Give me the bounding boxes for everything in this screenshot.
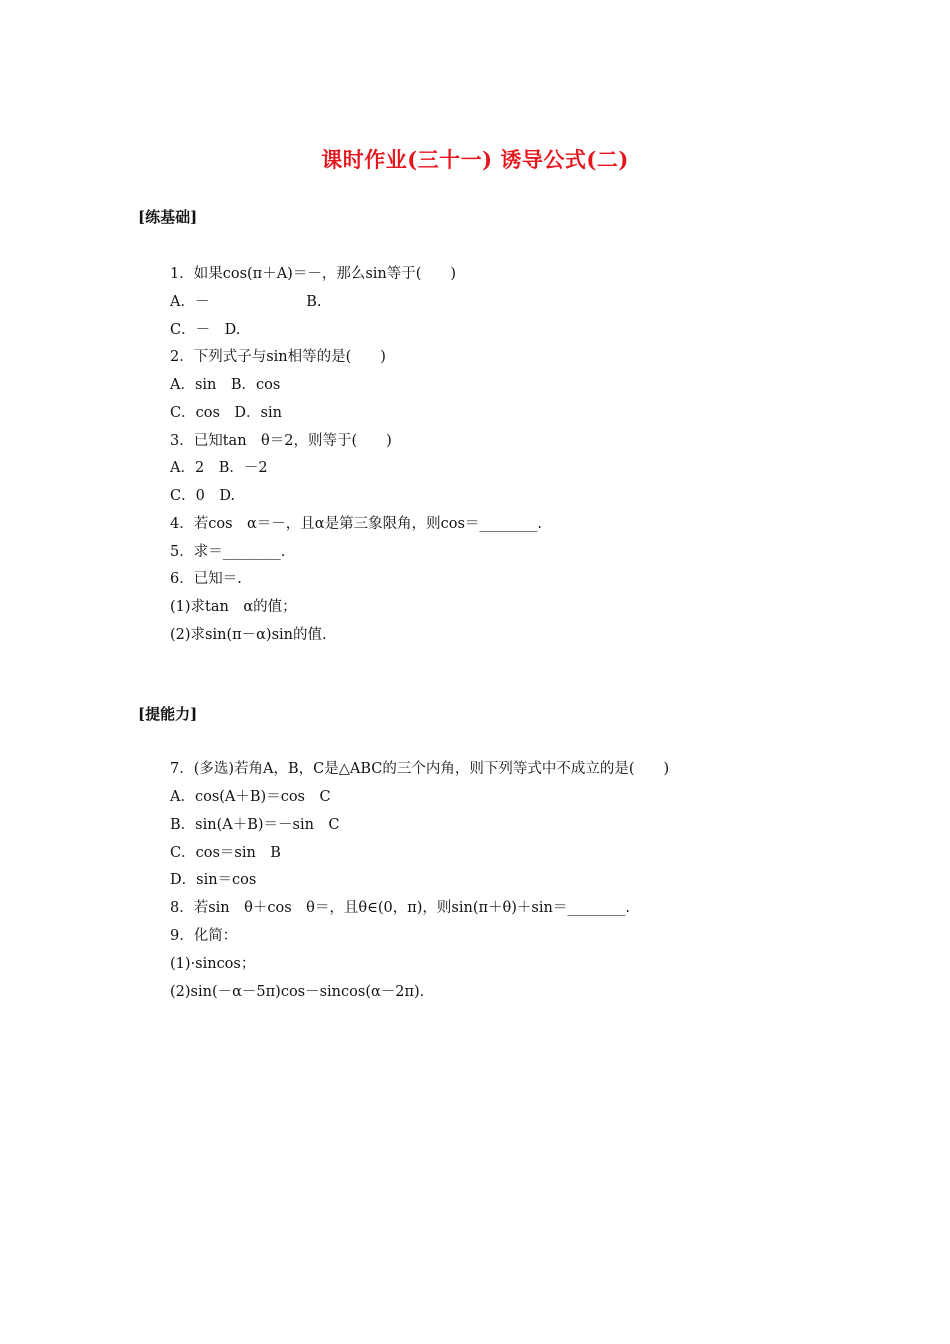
question-3: 3．已知tan θ＝2，则等于( ) [170, 433, 392, 449]
question-2: 2．下列式子与sin相等的是( ) [170, 349, 386, 365]
question-9-part-2: (2)sin(－α－5π)cos－sincos(α－2π). [170, 984, 425, 1000]
question-7-option-a: A．cos(A＋B)＝cos C [170, 789, 331, 805]
section-heading-ability: [提能力] [138, 705, 198, 723]
question-7-option-b: B．sin(A＋B)＝－sin C [170, 817, 340, 833]
question-3-options-cd: C．0 D. [170, 488, 236, 504]
question-1-options-ab: A．－ B. [170, 294, 322, 310]
question-6-part-1: (1)求tan α的值； [170, 599, 297, 615]
question-7: 7．(多选)若角A，B，C是△ABC的三个内角，则下列等式中不成立的是( ) [170, 761, 670, 777]
question-3-options-ab: A．2 B．－2 [170, 460, 268, 476]
question-6: 6．已知＝. [170, 571, 242, 587]
section-heading-basics: [练基础] [138, 208, 198, 226]
question-2-options-cd: C．cos D．sin [170, 405, 282, 421]
question-9-part-1: (1)·sincos； [170, 956, 256, 972]
question-1: 1．如果cos(π＋A)＝－，那么sin等于( ) [170, 266, 457, 282]
question-7-option-c: C．cos＝sin B [170, 845, 281, 861]
question-6-part-2: (2)求sin(π－α)sin的值. [170, 627, 327, 643]
question-7-option-d: D．sin＝cos [170, 872, 257, 888]
question-2-options-ab: A．sin B．cos [170, 377, 281, 393]
question-8: 8．若sin θ＋cos θ＝，且θ∈(0，π)，则sin(π＋θ)＋sin＝________. [170, 900, 630, 916]
question-4: 4．若cos α＝－，且α是第三象限角，则cos＝________. [170, 516, 542, 532]
question-1-options-cd: C．－ D. [170, 322, 241, 338]
page-title: 课时作业(三十一) 诱导公式(二) [321, 147, 629, 172]
question-9: 9．化简： [170, 928, 238, 944]
question-5: 5．求＝________. [170, 544, 286, 560]
